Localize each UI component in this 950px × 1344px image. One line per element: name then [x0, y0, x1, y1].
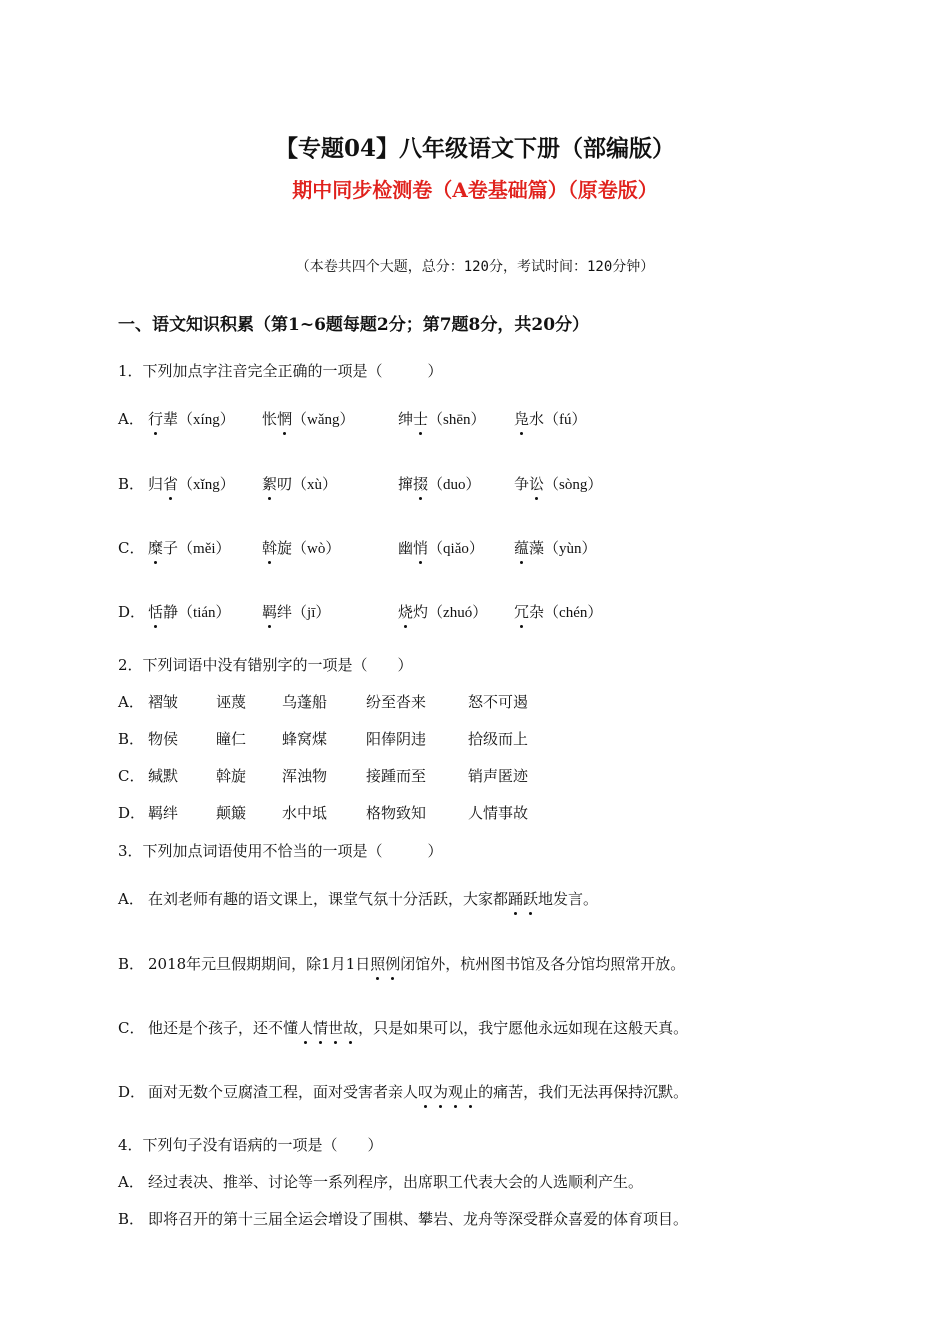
- word-char: 绊: [277, 603, 293, 621]
- option-sentence: [148, 1081, 688, 1102]
- option-row: [118, 888, 898, 912]
- option-row: [118, 1208, 898, 1232]
- option-sentence: [148, 888, 598, 909]
- option-label: B．: [118, 1210, 145, 1228]
- exam-note: （本卷共四个大题，总分：120分，考试时间：120分钟）: [295, 259, 655, 275]
- option-word: [398, 408, 486, 429]
- option-row: [118, 765, 838, 789]
- dotted-char: 例: [385, 955, 401, 973]
- option-label: B．: [118, 955, 145, 973]
- option-word: 格物致知: [366, 804, 427, 822]
- option-row: [118, 601, 838, 625]
- dotted-char: 讼: [529, 475, 545, 493]
- word-char: 辈: [163, 410, 179, 428]
- dotted-char: 惘: [277, 410, 293, 428]
- question-2-stem: 2．下列词语中没有错别字的一项是（ ）: [118, 656, 413, 674]
- word-char: 幽: [398, 539, 414, 557]
- option-word: [262, 408, 355, 429]
- option-word: 缄默: [148, 767, 179, 785]
- pinyin: （měi）: [178, 541, 231, 557]
- option-label: C．: [118, 539, 145, 557]
- pinyin: （tián）: [178, 605, 231, 621]
- option-label: D．: [118, 603, 146, 621]
- dotted-char: 情: [313, 1019, 329, 1037]
- dotted-word: [418, 1083, 478, 1101]
- option-label: C．: [118, 1019, 145, 1037]
- dotted-char: 烧: [398, 603, 414, 621]
- option-row: [118, 1171, 898, 1195]
- option-sentence: 经过表决、推举、讨论等一系列程序，出席职工代表大会的人选顺利产生。: [148, 1173, 644, 1191]
- dotted-char: 羁: [262, 603, 278, 621]
- option-word: [262, 473, 337, 494]
- dotted-char: 世: [328, 1019, 344, 1037]
- pinyin: （zhuó）: [428, 605, 488, 621]
- dotted-char: 行: [148, 410, 164, 428]
- option-word: [514, 601, 602, 622]
- dotted-char: 踊: [508, 890, 524, 908]
- option-word: 接踵而至: [366, 767, 427, 785]
- dotted-char: 省: [163, 475, 179, 493]
- sentence-text: 的痛苦，我们无法再保持沉默。: [478, 1083, 689, 1101]
- option-word: [148, 601, 231, 622]
- sentence-text: 面对无数个豆腐渣工程，面对受害者亲人: [148, 1083, 419, 1101]
- option-word: [148, 408, 235, 429]
- option-sentence: [148, 953, 685, 974]
- option-word: 水中坻: [282, 804, 328, 822]
- section-heading: 一、语文知识积累（第1~6题每题2分；第7题8分，共20分）: [118, 315, 590, 335]
- word-char: 叨: [277, 475, 293, 493]
- option-word: 羁绊: [148, 804, 179, 822]
- question-3-stem: 3．下列加点词语使用不恰当的一项是（ ）: [118, 842, 443, 860]
- pinyin: （wò）: [292, 541, 341, 557]
- option-word: [514, 473, 602, 494]
- option-word: 褶皱: [148, 693, 179, 711]
- sentence-text: 他还是个孩子，还不懂: [148, 1019, 299, 1037]
- dotted-char: 糜: [148, 539, 164, 557]
- option-label: A．: [118, 890, 144, 908]
- pinyin: （yùn）: [544, 541, 597, 557]
- word-char: 归: [148, 475, 164, 493]
- option-word: 斡旋: [216, 767, 247, 785]
- word-char: 杂: [529, 603, 545, 621]
- dotted-char: 故: [343, 1019, 359, 1037]
- word-char: 争: [514, 475, 530, 493]
- pinyin: （qiǎo）: [428, 541, 484, 557]
- option-word: 销声匿迹: [468, 767, 529, 785]
- option-word: 拾级而上: [468, 730, 529, 748]
- option-word: 纷至沓来: [366, 693, 427, 711]
- dotted-char: 掇: [413, 475, 429, 493]
- option-word: 人情事故: [468, 804, 529, 822]
- option-word: 浑浊物: [282, 767, 328, 785]
- question-1-stem: 1．下列加点字注音完全正确的一项是（ ）: [118, 362, 443, 380]
- option-word: [262, 601, 330, 622]
- word-char: 子: [163, 539, 179, 557]
- option-word: 怒不可遏: [468, 693, 529, 711]
- sentence-text: ，只是如果可以，我宁愿他永远如现在这般天真。: [358, 1019, 689, 1037]
- option-word: 颠簸: [216, 804, 247, 822]
- option-word: 阳俸阴违: [366, 730, 427, 748]
- dotted-char: 照: [370, 955, 386, 973]
- dotted-char: 为: [433, 1083, 449, 1101]
- sentence-text: 闭馆外，杭州图书馆及各分馆均照常开放。: [400, 955, 686, 973]
- document-subtitle: 期中同步检测卷（A卷基础篇）（原卷版）: [292, 178, 658, 202]
- dotted-char: 跃: [523, 890, 539, 908]
- option-label: D．: [118, 804, 146, 822]
- option-row: [118, 728, 838, 752]
- option-label: B．: [118, 475, 145, 493]
- option-word: [398, 473, 481, 494]
- word-char: 怅: [262, 410, 278, 428]
- pinyin: （shēn）: [428, 412, 486, 428]
- option-row: [118, 802, 838, 826]
- option-row: [118, 473, 838, 497]
- pinyin: （sòng）: [544, 477, 603, 493]
- pinyin: （fú）: [544, 412, 587, 428]
- pinyin: （xíng）: [178, 412, 235, 428]
- option-row: [118, 953, 898, 977]
- sentence-text: 在刘老师有趣的语文课上，课堂气氛十分活跃，大家都: [148, 890, 509, 908]
- option-row: [118, 1081, 898, 1105]
- dotted-char: 止: [463, 1083, 479, 1101]
- word-char: 水: [529, 410, 545, 428]
- option-sentence: 即将召开的第十三届全运会增设了围棋、攀岩、龙舟等深受群众喜爱的体育项目。: [148, 1210, 689, 1228]
- word-char: 绅: [398, 410, 414, 428]
- option-word: 乌蓬船: [282, 693, 328, 711]
- pinyin: （wǎng）: [292, 412, 355, 428]
- question-4-stem: 4．下列句子没有语病的一项是（ ）: [118, 1136, 383, 1154]
- pinyin: （jī）: [292, 605, 331, 621]
- option-row: [118, 408, 838, 432]
- option-word: [262, 537, 340, 558]
- dotted-word: [370, 955, 400, 973]
- option-word: 瞳仁: [216, 730, 247, 748]
- dotted-word: [298, 1019, 358, 1037]
- dotted-char: 冗: [514, 603, 530, 621]
- option-word: [148, 537, 231, 558]
- dotted-char: 悄: [413, 539, 429, 557]
- option-label: B．: [118, 730, 145, 748]
- option-sentence: [148, 1017, 688, 1038]
- dotted-word: [508, 890, 538, 908]
- option-word: [148, 473, 235, 494]
- dotted-char: 凫: [514, 410, 530, 428]
- sentence-text: 地发言。: [538, 890, 599, 908]
- dotted-char: 士: [413, 410, 429, 428]
- option-word: [398, 601, 487, 622]
- option-word: 蜂窝煤: [282, 730, 328, 748]
- option-word: 诬蔑: [216, 693, 247, 711]
- dotted-char: 蕴: [514, 539, 530, 557]
- word-char: 静: [163, 603, 179, 621]
- option-word: [514, 537, 597, 558]
- dotted-char: 人: [298, 1019, 314, 1037]
- option-row: [118, 691, 838, 715]
- pinyin: （xù）: [292, 477, 338, 493]
- dotted-char: 叹: [418, 1083, 434, 1101]
- option-label: D．: [118, 1083, 146, 1101]
- option-word: [398, 537, 484, 558]
- option-label: C．: [118, 767, 145, 785]
- word-char: 撺: [398, 475, 414, 493]
- dotted-char: 恬: [148, 603, 164, 621]
- dotted-char: 斡: [262, 539, 278, 557]
- word-char: 藻: [529, 539, 545, 557]
- pinyin: （chén）: [544, 605, 603, 621]
- option-label: A．: [118, 693, 144, 711]
- option-label: A．: [118, 1173, 144, 1191]
- dotted-char: 絮: [262, 475, 278, 493]
- word-char: 旋: [277, 539, 293, 557]
- pinyin: （duo）: [428, 477, 481, 493]
- document-title: 【专题04】八年级语文下册（部编版）: [274, 135, 675, 162]
- option-row: [118, 1017, 898, 1041]
- word-char: 灼: [413, 603, 429, 621]
- option-label: A．: [118, 410, 144, 428]
- option-word: [514, 408, 587, 429]
- sentence-text: 2018年元旦假期期间，除1月1日: [148, 955, 371, 973]
- option-word: 物侯: [148, 730, 179, 748]
- pinyin: （xǐng）: [178, 477, 235, 493]
- dotted-char: 观: [448, 1083, 464, 1101]
- option-row: [118, 537, 838, 561]
